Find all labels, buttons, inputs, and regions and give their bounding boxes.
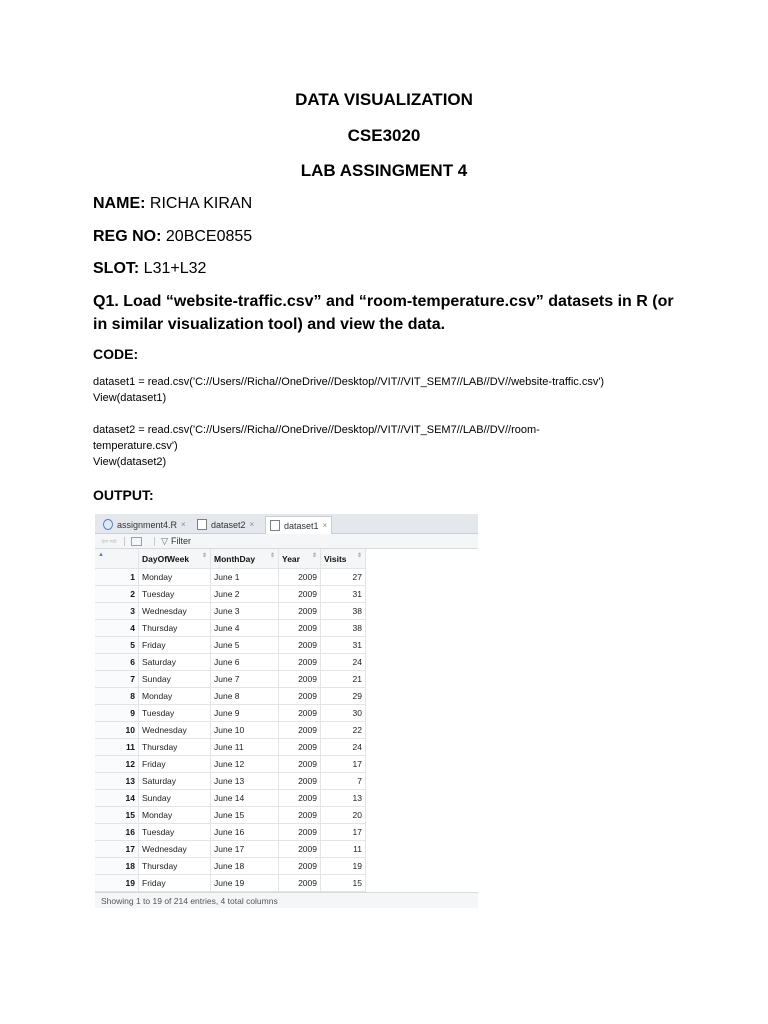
table-row[interactable] (95, 671, 366, 688)
code-line: View(dataset1) (93, 392, 167, 404)
cell-year: 2009 (279, 654, 321, 671)
cell-monthday: June 16 (211, 824, 279, 841)
cell-dayofweek: Thursday (139, 620, 211, 637)
cell-visits: 24 (321, 739, 366, 756)
popout-icon[interactable] (131, 537, 142, 546)
course-code: CSE3020 (347, 126, 421, 145)
table-row[interactable] (95, 858, 366, 875)
output-heading: OUTPUT: (93, 487, 154, 503)
table-row[interactable] (95, 637, 366, 654)
row-index: 6 (95, 654, 139, 671)
editor-tab-bar (95, 514, 478, 534)
table-row[interactable] (95, 688, 366, 705)
tab-assignment4-r[interactable] (99, 516, 190, 533)
row-index: 4 (95, 620, 139, 637)
table-row[interactable] (95, 705, 366, 722)
table-row[interactable] (95, 841, 366, 858)
cell-monthday: June 4 (211, 620, 279, 637)
cell-year: 2009 (279, 739, 321, 756)
question-line-2: in similar visualization tool) and view the data. (93, 316, 446, 333)
table-row[interactable] (95, 790, 366, 807)
tab-label: assignment4.R (117, 519, 178, 530)
cell-monthday: June 13 (211, 773, 279, 790)
cell-year: 2009 (279, 569, 321, 586)
sort-icon: ▲ (98, 552, 104, 558)
cell-visits: 24 (321, 654, 366, 671)
name-label: NAME: (93, 195, 146, 212)
cell-year: 2009 (279, 586, 321, 603)
cell-dayofweek: Thursday (139, 858, 211, 875)
cell-year: 2009 (279, 603, 321, 620)
student-slot (93, 260, 206, 278)
close-icon[interactable]: × (322, 521, 328, 530)
table-row[interactable] (95, 773, 366, 790)
column-header-dayofweek[interactable]: DayOfWeek ⇕ (139, 549, 211, 569)
row-index: 15 (95, 807, 139, 824)
cell-visits: 29 (321, 688, 366, 705)
cell-visits: 11 (321, 841, 366, 858)
table-row[interactable] (95, 739, 366, 756)
table-row[interactable] (95, 569, 366, 586)
cell-visits: 31 (321, 637, 366, 654)
code-block-2 (93, 422, 673, 470)
cell-year: 2009 (279, 807, 321, 824)
funnel-icon: ▽ (161, 535, 169, 546)
cell-dayofweek: Tuesday (139, 705, 211, 722)
question-line-1: Q1. Load “website-traffic.csv” and “room-temperature.csv” datasets in R (or (93, 293, 674, 310)
row-index: 11 (95, 739, 139, 756)
cell-dayofweek: Wednesday (139, 841, 211, 858)
reg-label: REG NO: (93, 228, 162, 245)
cell-year: 2009 (279, 790, 321, 807)
table-row[interactable] (95, 807, 366, 824)
cell-year: 2009 (279, 824, 321, 841)
cell-monthday: June 2 (211, 586, 279, 603)
cell-dayofweek: Monday (139, 688, 211, 705)
table-row[interactable] (95, 586, 366, 603)
row-index: 19 (95, 875, 139, 892)
cell-monthday: June 14 (211, 790, 279, 807)
close-icon[interactable]: × (249, 520, 255, 529)
close-icon[interactable]: × (181, 520, 186, 529)
cell-dayofweek: Tuesday (139, 824, 211, 841)
rstudio-data-viewer (95, 514, 478, 908)
code-heading: CODE: (93, 346, 139, 362)
column-header-visits[interactable]: Visits ⇕ (321, 549, 366, 569)
row-index: 7 (95, 671, 139, 688)
row-index: 10 (95, 722, 139, 739)
table-header-row (95, 549, 366, 569)
toolbar-divider (124, 537, 125, 546)
row-index: 18 (95, 858, 139, 875)
table-status: Showing 1 to 19 of 214 entries, 4 total columns (95, 892, 478, 908)
sort-icon: ⇕ (269, 553, 275, 559)
cell-visits: 38 (321, 620, 366, 637)
cell-visits: 17 (321, 824, 366, 841)
nav-arrows-icon[interactable]: ⇦⇨ (101, 535, 119, 546)
cell-year: 2009 (279, 858, 321, 875)
question-text (93, 290, 683, 336)
cell-monthday: June 8 (211, 688, 279, 705)
slot-value: L31+L32 (143, 260, 207, 277)
toolbar-divider (154, 537, 155, 546)
cell-dayofweek: Wednesday (139, 603, 211, 620)
cell-monthday: June 3 (211, 603, 279, 620)
row-index: 5 (95, 637, 139, 654)
cell-visits: 15 (321, 875, 366, 892)
slot-label: SLOT: (93, 260, 140, 277)
cell-year: 2009 (279, 841, 321, 858)
cell-year: 2009 (279, 620, 321, 637)
row-index: 16 (95, 824, 139, 841)
cell-dayofweek: Monday (139, 807, 211, 824)
cell-visits: 20 (321, 807, 366, 824)
cell-year: 2009 (279, 756, 321, 773)
cell-visits: 27 (321, 569, 366, 586)
cell-year: 2009 (279, 688, 321, 705)
code-line: View(dataset2) (93, 456, 167, 468)
table-row[interactable] (95, 824, 366, 841)
cell-visits: 38 (321, 603, 366, 620)
tab-label: dataset2 (211, 519, 246, 530)
cell-visits: 30 (321, 705, 366, 722)
cell-monthday: June 5 (211, 637, 279, 654)
cell-monthday: June 15 (211, 807, 279, 824)
row-index: 14 (95, 790, 139, 807)
cell-visits: 21 (321, 671, 366, 688)
cell-monthday: June 1 (211, 569, 279, 586)
cell-monthday: June 17 (211, 841, 279, 858)
code-line: dataset1 = read.csv('C://Users//Richa//OneDrive//Desktop//VIT//VIT_SEM7//LAB//DV//website-traffic.csv') (93, 376, 605, 388)
cell-year: 2009 (279, 637, 321, 654)
cell-year: 2009 (279, 875, 321, 892)
filter-button[interactable] (161, 536, 191, 547)
code-line: dataset2 = read.csv('C://Users//Richa//OneDrive//Desktop//VIT//VIT_SEM7//LAB//DV//room- (93, 424, 540, 436)
doc-title: DATA VISUALIZATION (295, 90, 473, 109)
row-index: 17 (95, 841, 139, 858)
cell-visits: 19 (321, 858, 366, 875)
cell-dayofweek: Tuesday (139, 586, 211, 603)
column-header-monthday[interactable]: MonthDay ⇕ (211, 549, 279, 569)
cell-dayofweek: Friday (139, 756, 211, 773)
cell-dayofweek: Saturday (139, 773, 211, 790)
student-name (93, 195, 252, 213)
cell-visits: 22 (321, 722, 366, 739)
row-index: 2 (95, 586, 139, 603)
table-row[interactable] (95, 875, 366, 892)
cell-year: 2009 (279, 773, 321, 790)
row-index: 13 (95, 773, 139, 790)
cell-monthday: June 12 (211, 756, 279, 773)
cell-visits: 17 (321, 756, 366, 773)
cell-monthday: June 11 (211, 739, 279, 756)
cell-dayofweek: Sunday (139, 790, 211, 807)
table-icon (197, 519, 207, 530)
name-value: RICHA KIRAN (149, 195, 253, 212)
student-reg (93, 228, 252, 246)
row-index: 9 (95, 705, 139, 722)
cell-dayofweek: Friday (139, 637, 211, 654)
r-script-icon (103, 519, 113, 530)
cell-dayofweek: Saturday (139, 654, 211, 671)
cell-monthday: June 10 (211, 722, 279, 739)
tab-label: dataset1 (284, 520, 319, 531)
cell-monthday: June 9 (211, 705, 279, 722)
cell-year: 2009 (279, 671, 321, 688)
sort-icon: ⇕ (311, 553, 317, 559)
assignment-title: LAB ASSINGMENT 4 (300, 161, 468, 180)
cell-visits: 13 (321, 790, 366, 807)
table-icon (270, 520, 280, 531)
table-row[interactable] (95, 756, 366, 773)
cell-monthday: June 19 (211, 875, 279, 892)
row-index: 1 (95, 569, 139, 586)
cell-visits: 7 (321, 773, 366, 790)
tab-dataset1[interactable] (265, 516, 332, 534)
table-row[interactable] (95, 722, 366, 739)
cell-dayofweek: Friday (139, 875, 211, 892)
code-line: temperature.csv') (93, 440, 178, 452)
filter-label: Filter (171, 536, 192, 546)
tab-dataset2[interactable] (193, 516, 258, 533)
cell-year: 2009 (279, 722, 321, 739)
row-index: 3 (95, 603, 139, 620)
cell-monthday: June 7 (211, 671, 279, 688)
row-index: 12 (95, 756, 139, 773)
reg-value: 20BCE0855 (165, 228, 253, 245)
cell-dayofweek: Thursday (139, 739, 211, 756)
cell-dayofweek: Wednesday (139, 722, 211, 739)
row-index: 8 (95, 688, 139, 705)
table-row[interactable] (95, 603, 366, 620)
cell-monthday: June 18 (211, 858, 279, 875)
cell-dayofweek: Sunday (139, 671, 211, 688)
table-row[interactable] (95, 620, 366, 637)
sort-icon: ⇕ (356, 553, 362, 559)
viewer-toolbar (95, 534, 478, 549)
cell-visits: 31 (321, 586, 366, 603)
table-row[interactable] (95, 654, 366, 671)
cell-year: 2009 (279, 705, 321, 722)
code-block-1 (93, 374, 673, 406)
cell-monthday: June 6 (211, 654, 279, 671)
column-header-index[interactable] (95, 549, 139, 569)
column-header-year[interactable]: Year ⇕ (279, 549, 321, 569)
data-table (95, 549, 366, 892)
sort-icon: ⇕ (201, 553, 207, 559)
cell-dayofweek: Monday (139, 569, 211, 586)
